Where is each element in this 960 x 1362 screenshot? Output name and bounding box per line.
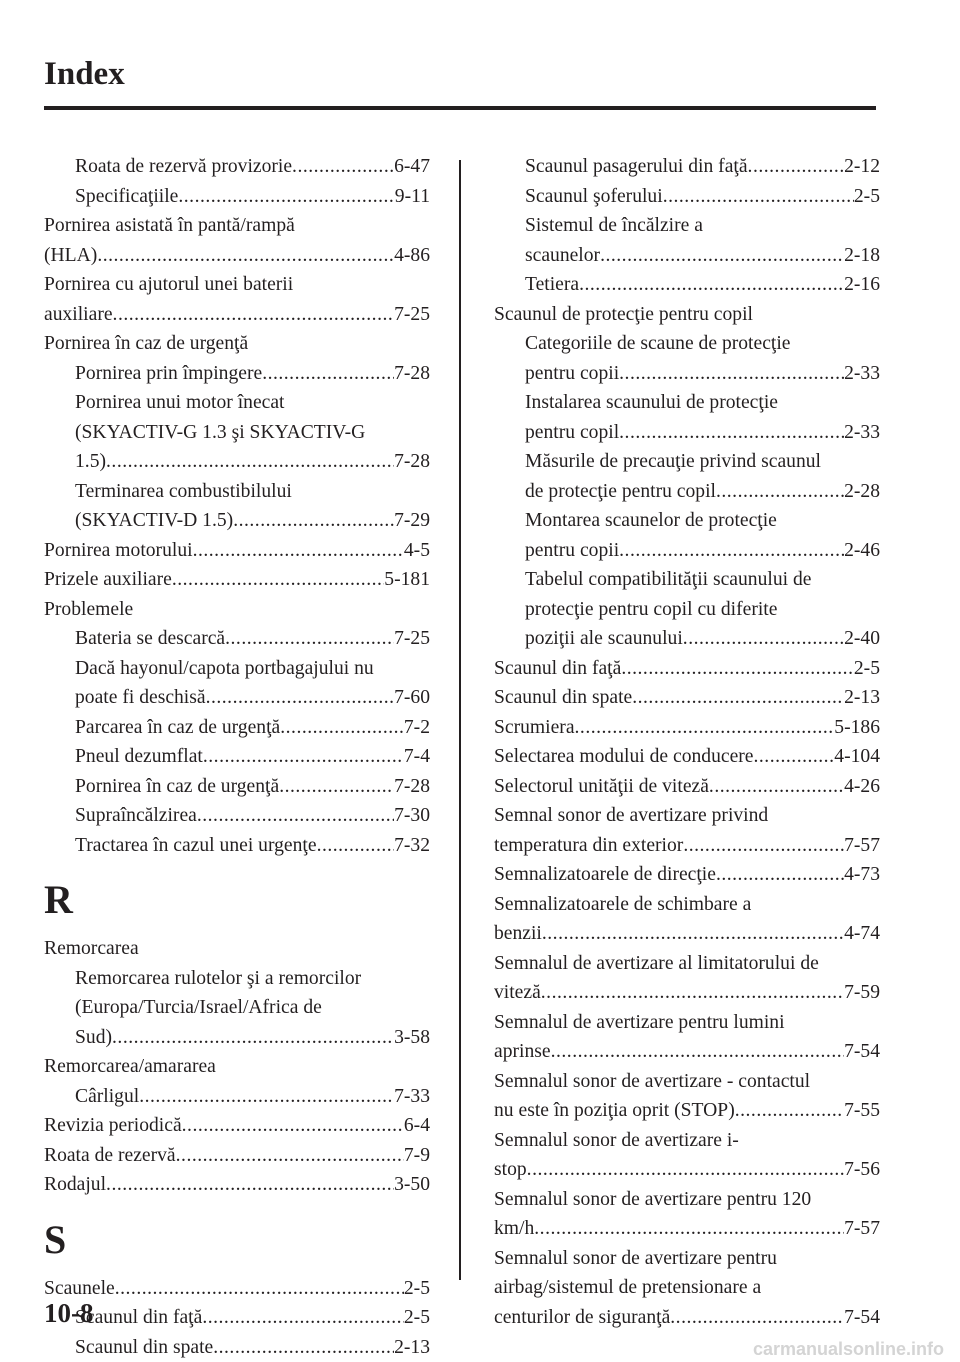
index-term: Scaunul din faţă: [494, 657, 622, 679]
dot-leader: [206, 683, 395, 713]
index-entry: [494, 978, 880, 1008]
index-term: scaunelor: [525, 244, 601, 266]
page-reference: 7-28: [394, 451, 430, 472]
index-entry: [494, 683, 880, 713]
index-subentry: [44, 447, 430, 477]
index-term: Selectarea modului de conducere: [494, 746, 754, 767]
index-term: Scaunul pasagerului din faţă: [525, 156, 748, 177]
index-subentry: [44, 506, 430, 536]
index-entry: [494, 1214, 880, 1244]
page-reference: 7-57: [844, 1218, 880, 1239]
page-title: Index: [44, 56, 125, 92]
index-term: Semnalizatoarele de direcţie: [494, 864, 716, 885]
index-term: pentru copii: [525, 362, 620, 384]
page-reference: 7-54: [844, 1306, 880, 1328]
page-reference: 2-13: [844, 687, 880, 708]
dot-leader: [542, 919, 844, 949]
dot-leader: [97, 241, 394, 271]
page-reference: 7-57: [844, 834, 880, 856]
watermark: carmanualsonline.info: [752, 1339, 944, 1359]
index-entry-line: Semnalul sonor de avertizare pentru: [494, 1247, 777, 1269]
index-subentry: [44, 831, 430, 861]
index-subentry-line: Tabelul compatibilităţii scaunului de: [525, 569, 812, 590]
dot-leader: [683, 624, 844, 654]
index-term: Pornirea motorului: [44, 539, 193, 561]
index-subentry-line: Categoriile de scaune de protecţie: [525, 333, 791, 354]
index-entry-line: Pornirea asistată în pantă/rampă: [44, 215, 295, 236]
index-term: auxiliare: [44, 303, 113, 325]
dot-leader: [683, 831, 844, 861]
index-subentry: [44, 742, 430, 772]
index-subentry: [494, 536, 880, 566]
index-entry: [494, 1155, 880, 1185]
index-subentry: [44, 1303, 430, 1333]
dot-leader: [663, 182, 854, 212]
index-entry-line: Scaunul de protecţie pentru copil: [494, 303, 753, 325]
index-term: Bateria se descarcă: [75, 628, 226, 649]
page-reference: 2-13: [394, 1336, 430, 1358]
page-reference: 2-5: [403, 1307, 430, 1328]
index-subentry: [44, 624, 430, 654]
index-term: viteză: [494, 982, 541, 1003]
index-term: Parcarea în caz de urgenţă: [75, 716, 281, 738]
index-entry-line: airbag/sistemul de pretensionare a: [494, 1277, 762, 1298]
index-subentry-line: (Europa/Turcia/Israel/Africa de: [75, 997, 322, 1018]
index-subentry-line: Terminarea combustibilului: [75, 480, 292, 502]
section-letter: S: [44, 1216, 67, 1262]
page-reference: 5-186: [834, 716, 880, 738]
index-subentry-line: Sistemul de încălzire a: [525, 215, 703, 236]
index-entry: [44, 300, 430, 330]
column-divider: [459, 160, 461, 1280]
index-entry: [44, 1274, 430, 1304]
index-entry: [494, 831, 880, 861]
index-subentry: [494, 241, 880, 271]
dot-leader: [579, 270, 844, 300]
dot-leader: [735, 1096, 844, 1126]
page-reference: 9-11: [394, 185, 430, 207]
page-reference: 7-60: [394, 687, 430, 708]
index-term: 1.5): [75, 451, 107, 472]
page-reference: 2-5: [853, 185, 880, 207]
index-term: Scaunele: [44, 1277, 115, 1299]
dot-leader: [280, 713, 404, 743]
page-reference: 3-50: [394, 1174, 430, 1195]
index-subentry: [44, 1333, 430, 1362]
index-term: Pornirea în caz de urgenţă: [75, 775, 280, 797]
index-subentry: [44, 713, 430, 743]
dot-leader: [113, 300, 395, 330]
index-entry: [494, 860, 880, 890]
page-reference: 7-32: [394, 834, 430, 856]
dot-leader: [233, 506, 394, 536]
index-term: Scrumiera: [494, 716, 575, 738]
index-entry: [44, 1170, 430, 1200]
index-term: Sud): [75, 1026, 113, 1048]
index-subentry: [44, 772, 430, 802]
dot-leader: [754, 742, 835, 772]
page-reference: 2-33: [844, 362, 880, 384]
index-subentry-line: Dacă hayonul/capota portbagajului nu: [75, 657, 374, 679]
index-term: pentru copil: [525, 421, 620, 443]
index-entry-line: Pornirea în caz de urgenţă: [44, 333, 249, 354]
index-term: km/h: [494, 1218, 535, 1239]
index-entry: [44, 536, 430, 566]
dot-leader: [551, 1037, 844, 1067]
page-reference: 4-86: [394, 244, 430, 266]
index-term: temperatura din exterior: [494, 834, 684, 856]
dot-leader: [193, 536, 404, 566]
index-term: poziţii ale scaunului: [525, 628, 683, 649]
index-entry-line: Remorcarea/amararea: [44, 1056, 216, 1077]
index-entry-line: Semnalul sonor de avertizare i-: [494, 1129, 739, 1151]
page-reference: 7-33: [394, 1085, 430, 1107]
dot-leader: [197, 801, 394, 831]
page-reference: 7-29: [394, 510, 430, 531]
index-subentry: [44, 152, 430, 182]
index-entry-line: Pornirea cu ajutorul unei baterii: [44, 274, 294, 295]
index-entry-line: Semnalul sonor de avertizare - contactul: [494, 1070, 811, 1092]
dot-leader: [716, 860, 844, 890]
dot-leader: [748, 152, 845, 182]
dot-leader: [176, 1141, 404, 1171]
dot-leader: [716, 477, 844, 507]
index-entry-line: Semnalul de avertizare al limitatorului de: [494, 952, 819, 974]
index-entry: [494, 919, 880, 949]
page-reference: 4-74: [844, 923, 880, 944]
index-subentry: [494, 624, 880, 654]
index-entry-line: Semnalizatoarele de schimbare a: [494, 893, 752, 915]
index-entry: [44, 565, 430, 595]
page-reference: 7-54: [844, 1041, 880, 1062]
index-column-left: [44, 152, 430, 1362]
dot-leader: [279, 772, 394, 802]
dot-leader: [115, 1274, 404, 1304]
index-subentry: [494, 152, 880, 182]
dot-leader: [182, 1111, 404, 1141]
page-reference: 7-28: [394, 362, 430, 384]
dot-leader: [225, 624, 394, 654]
index-subentry-line: Instalarea scaunului de protecţie: [525, 392, 778, 413]
dot-leader: [172, 565, 384, 595]
page-reference: 2-18: [844, 244, 880, 266]
index-term: Prizele auxiliare: [44, 569, 172, 590]
index-term: Specificaţiile: [75, 185, 179, 207]
index-subentry-line: Pornirea unui motor înecat: [75, 392, 285, 413]
dot-leader: [139, 1082, 394, 1112]
dot-leader: [112, 1023, 394, 1053]
index-term: nu este în poziţia oprit (STOP): [494, 1100, 735, 1121]
index-term: Pornirea prin împingere: [75, 362, 263, 384]
dot-leader: [203, 742, 404, 772]
section-letter: R: [44, 877, 73, 922]
index-entry: [494, 713, 880, 743]
page-reference: 2-33: [844, 421, 880, 443]
index-term: Scaunul din spate: [75, 1336, 214, 1358]
dot-leader: [621, 654, 854, 684]
page-reference: 7-9: [403, 1144, 430, 1166]
index-term: Cârligul: [75, 1085, 140, 1107]
index-entry-line: Semnalul sonor de avertizare pentru 120: [494, 1188, 812, 1210]
index-subentry: [44, 359, 430, 389]
index-term: Roata de rezervă provizorie: [75, 156, 293, 177]
index-term: centurilor de siguranţă: [494, 1306, 671, 1328]
index-entry: [494, 654, 880, 684]
index-subentry: [44, 1023, 430, 1053]
page-reference: 7-55: [844, 1100, 880, 1121]
index-subentry-line: Remorcarea rulotelor şi a remorcilor: [75, 967, 362, 989]
dot-leader: [317, 831, 395, 861]
index-subentry: [494, 182, 880, 212]
index-entry-line: Semnalul de avertizare pentru lumini: [494, 1011, 785, 1033]
dot-leader: [202, 1303, 404, 1333]
dot-leader: [632, 683, 844, 713]
dot-leader: [534, 1214, 844, 1244]
dot-leader: [709, 772, 844, 802]
index-subentry: [44, 683, 430, 713]
dot-leader: [178, 182, 394, 212]
page-reference: 4-26: [844, 775, 880, 797]
index-term: Scaunul din faţă: [75, 1307, 203, 1328]
page-reference: 5-181: [384, 569, 430, 590]
index-term: stop: [494, 1159, 527, 1180]
index-term: Pneul dezumflat: [75, 746, 203, 767]
index-entry: [494, 1096, 880, 1126]
page-reference: 2-46: [844, 539, 880, 561]
page-reference: 7-59: [844, 982, 880, 1003]
dot-leader: [619, 359, 844, 389]
index-term: Roata de rezervă: [44, 1144, 176, 1166]
index-subentry: [494, 477, 880, 507]
index-term: Scaunul şoferului: [525, 185, 663, 207]
index-subentry: [494, 418, 880, 448]
index-subentry: [494, 270, 880, 300]
index-subentry-line: Montarea scaunelor de protecţie: [525, 510, 777, 531]
dot-leader: [106, 1170, 394, 1200]
index-subentry: [494, 359, 880, 389]
index-term: Tetiera: [525, 274, 580, 295]
index-entry: [494, 1037, 880, 1067]
page-reference: 7-25: [394, 628, 430, 649]
dot-leader: [213, 1333, 394, 1362]
index-term: poate fi deschisă: [75, 687, 206, 708]
dot-leader: [292, 152, 394, 182]
page-reference: 7-56: [844, 1159, 880, 1180]
index-entry: [44, 1111, 430, 1141]
page-reference: 2-12: [844, 156, 880, 177]
page-reference: 7-2: [403, 716, 430, 738]
index-entry: [494, 772, 880, 802]
dot-leader: [541, 978, 844, 1008]
page-reference: 3-58: [394, 1026, 430, 1048]
index-entry-line: Semnal sonor de avertizare privind: [494, 805, 769, 826]
index-subentry: [44, 182, 430, 212]
page-reference: 4-104: [834, 746, 880, 767]
index-term: de protecţie pentru copil: [525, 480, 716, 502]
dot-leader: [575, 713, 835, 743]
page-reference: 2-5: [853, 657, 880, 679]
dot-leader: [600, 241, 844, 271]
dot-leader: [527, 1155, 844, 1185]
index-term: Rodajul: [44, 1174, 107, 1195]
index-entry-line: Problemele: [44, 598, 134, 620]
page-reference: 7-28: [394, 775, 430, 797]
page-reference: 2-5: [403, 1277, 430, 1299]
page-reference: 2-40: [844, 628, 880, 649]
index-term: Selectorul unităţii de viteză: [494, 775, 709, 797]
index-entry: [494, 742, 880, 772]
page-reference: 6-47: [394, 156, 430, 177]
index-term: pentru copii: [525, 539, 620, 561]
index-term: aprinse: [494, 1041, 551, 1062]
index-subentry: [44, 1082, 430, 1112]
page-reference: 2-28: [844, 480, 880, 502]
page-reference: 7-30: [394, 805, 430, 826]
page-reference: 4-73: [844, 864, 880, 885]
index-entry: [44, 1141, 430, 1171]
index-term: Tractarea în cazul unei urgenţe: [75, 834, 317, 856]
index-term: Scaunul din spate: [494, 687, 633, 708]
index-subentry-line: Măsurile de precauţie privind scaunul: [525, 451, 821, 472]
index-term: (SKYACTIV-D 1.5): [75, 510, 234, 531]
page-reference: 2-16: [844, 274, 880, 295]
dot-leader: [619, 418, 844, 448]
index-term: Revizia periodică: [44, 1115, 182, 1136]
index-subentry-line: protecţie pentru copil cu diferite: [525, 598, 778, 620]
index-subentry-line: (SKYACTIV-G 1.3 şi SKYACTIV-G: [75, 421, 366, 443]
page-reference: 7-4: [403, 746, 430, 767]
index-term: benzii: [494, 923, 542, 944]
dot-leader: [619, 536, 844, 566]
page-reference: 6-4: [403, 1115, 430, 1136]
index-entry: [494, 1303, 880, 1333]
index-entry-line: Remorcarea: [44, 938, 139, 959]
header-rule: [44, 106, 876, 110]
index-column-right: [494, 152, 880, 1332]
page-number: 10-8: [44, 1298, 94, 1328]
index-entry: [44, 241, 430, 271]
index-subentry: [44, 801, 430, 831]
dot-leader: [670, 1303, 844, 1333]
dot-leader: [106, 447, 394, 477]
dot-leader: [262, 359, 394, 389]
page-reference: 7-25: [394, 303, 430, 325]
page-reference: 4-5: [403, 539, 430, 561]
index-term: (HLA): [44, 244, 98, 266]
index-term: Supraîncălzirea: [75, 805, 197, 826]
